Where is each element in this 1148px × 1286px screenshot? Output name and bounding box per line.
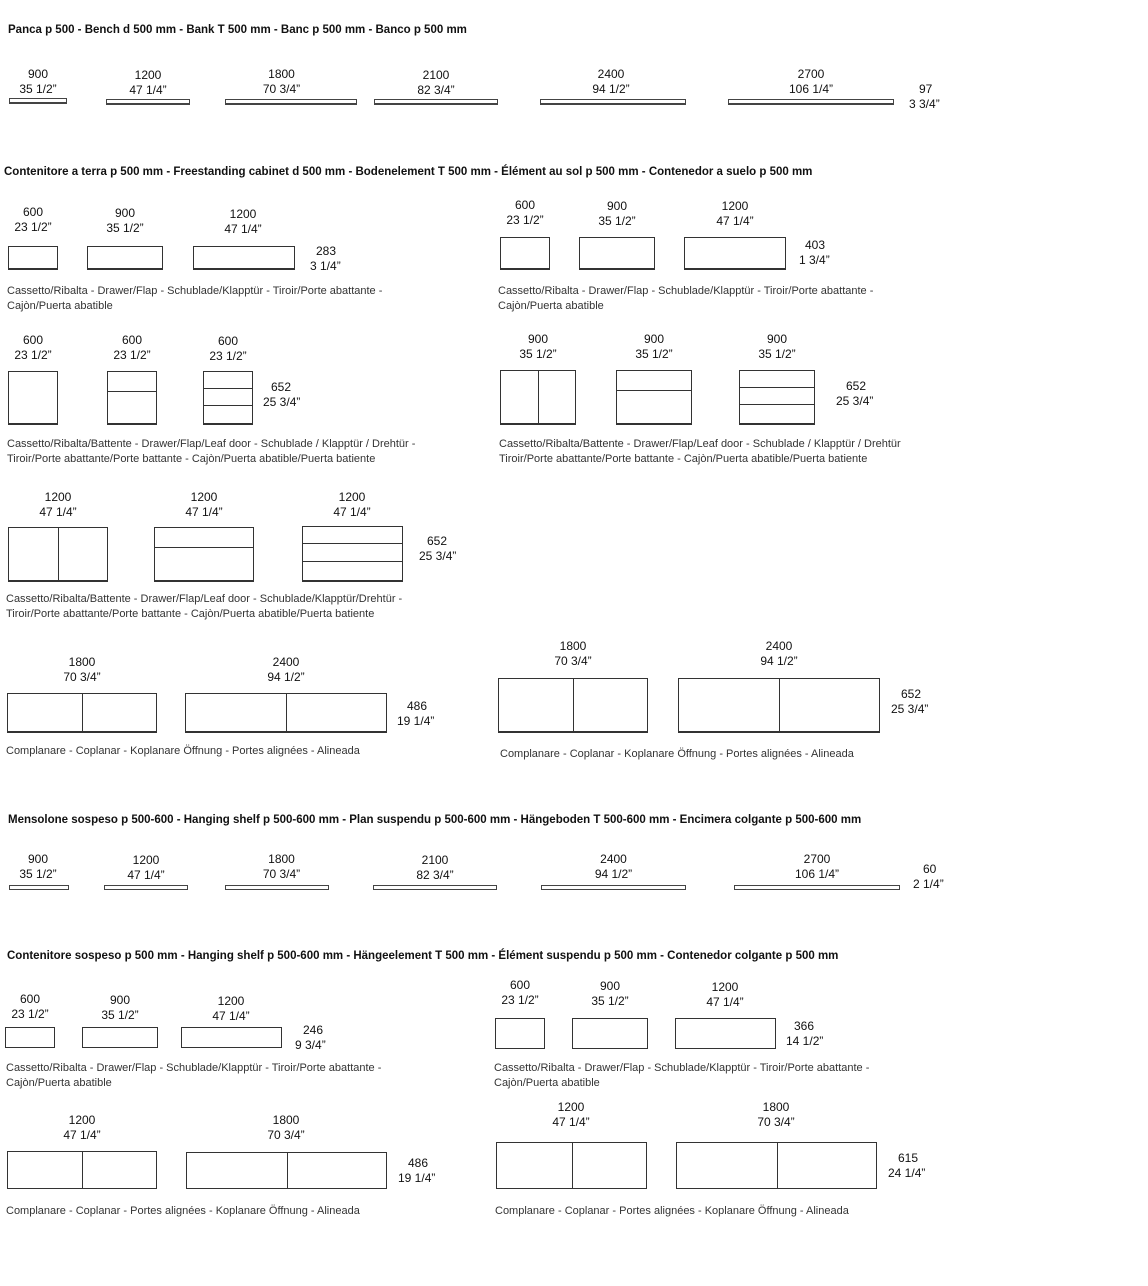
hanging-cabinet-section-title: Contenitore sospeso p 500 mm - Hanging shelf p 500-600 mm - Hängeelement T 500 mm - Élément suspendu p 500 mm - Contenedor colgante p 500 mm (7, 950, 839, 962)
fs-r2l-caption: Cassetto/Ribalta/Battente - Drawer/Flap/Leaf door - Schublade / Klapptür / Drehtür - Tiroir/Porte abattante/Porte battante - Cajòn/Puerta abatible/Puerta batiente (7, 438, 416, 465)
bench-1200 (106, 99, 190, 105)
hanging-shelf-section-title: Mensolone sospeso p 500-600 - Hanging shelf p 500-600 mm - Plan suspendu p 500-600 mm - Hängeboden T 500-600 mm - Encimera colgante p 500-600 mm (8, 814, 862, 826)
bench-1200-dim: 1200 47 1/4” (129, 68, 167, 97)
fs-r4l-1800-unit (7, 693, 157, 733)
fs-r4r-caption: Complanare - Coplanar - Koplanare Öffnung - Portes alignées - Alineada (500, 748, 854, 760)
shelf-height-dim: 60 2 1/4” (913, 862, 944, 891)
hc-r2l-1200-unit (7, 1151, 157, 1189)
hc-r2l-1200-dim: 1200 47 1/4” (63, 1113, 101, 1142)
hc-r1l-900-unit (82, 1027, 158, 1048)
hc-r2l-1800-dim: 1800 70 3/4” (267, 1113, 305, 1142)
hc-r2l-1800-unit (186, 1152, 387, 1189)
shelf-1800-dim: 1800 70 3/4” (262, 852, 301, 881)
fs-r2l-3drawer-unit (203, 371, 253, 425)
fs-r3l-2door-unit (8, 527, 108, 582)
fs-r4r-height-dim: 652 25 3/4” (891, 687, 929, 716)
hc-r1r-600-unit (495, 1018, 545, 1049)
hc-r1l-900-dim: 900 35 1/2” (101, 993, 139, 1022)
hc-r2l-caption: Complanare - Coplanar - Portes alignées - Koplanare Öffnung - Alineada (6, 1205, 360, 1217)
fs-r1r-height-dim: 403 1 3/4” (799, 238, 830, 267)
hc-r1l-1200-unit (181, 1027, 282, 1048)
shelf-1200 (104, 885, 188, 890)
fs-r4r-2400-dim: 2400 94 1/2” (760, 639, 798, 668)
fs-r1r-caption: Cassetto/Ribalta - Drawer/Flap - Schublade/Klapptür - Tiroir/Porte abattante - Cajòn/Puerta abatible (498, 285, 874, 312)
hc-r1l-height-dim: 246 9 3/4” (295, 1023, 326, 1052)
fs-r2l-b-dim: 600 23 1/2” (113, 333, 151, 362)
fs-r1l-600-dim: 600 23 1/2” (14, 205, 52, 234)
freestanding-section-title: Contenitore a terra p 500 mm - Freestanding cabinet d 500 mm - Bodenelement T 500 mm - Élément au sol p 500 mm - Contenedor a suelo p 500 mm (4, 166, 813, 178)
fs-r1l-1200-dim: 1200 47 1/4” (224, 207, 262, 236)
fs-r1l-900-dim: 900 35 1/2” (106, 206, 144, 235)
fs-r4r-1800-unit (498, 678, 648, 733)
fs-r3l-b-dim: 1200 47 1/4” (185, 490, 223, 519)
fs-r1r-900-unit (579, 237, 655, 270)
fs-r1r-1200-unit (684, 237, 786, 270)
fs-r3l-height-dim: 652 25 3/4” (419, 534, 457, 563)
fs-r2l-height-dim: 652 25 3/4” (263, 380, 301, 409)
fs-r4l-caption: Complanare - Coplanar - Koplanare Öffnung - Portes alignées - Alineada (6, 745, 360, 757)
fs-r3l-c-dim: 1200 47 1/4” (333, 490, 371, 519)
hc-r2r-height-dim: 615 24 1/4” (888, 1151, 926, 1180)
shelf-2700 (734, 885, 900, 890)
bench-2100-dim: 2100 82 3/4” (417, 68, 455, 97)
shelf-2700-dim: 2700 106 1/4” (794, 852, 840, 881)
hc-r1l-caption: Cassetto/Ribalta - Drawer/Flap - Schublade/Klapptür - Tiroir/Porte abattante - Cajòn/Puerta abatible (6, 1062, 382, 1089)
fs-r1r-600-unit (500, 237, 550, 270)
bench-900-dim: 900 35 1/2” (19, 67, 57, 96)
bench-height-dim: 97 3 3/4” (909, 82, 940, 111)
fs-r1l-900-unit (87, 246, 163, 270)
shelf-2400 (541, 885, 686, 890)
shelf-1800 (225, 885, 329, 890)
bench-2700-dim: 2700 106 1/4” (788, 67, 834, 96)
bench-2400 (540, 99, 686, 105)
fs-r3l-caption: Cassetto/Ribalta/Battente - Drawer/Flap/Leaf door - Schublade/Klapptür/Drehtür - Tiroir/Porte abattante/Porte battante - Cajòn/Puerta abatible/Puerta batiente (6, 593, 403, 620)
fs-r1l-1200-unit (193, 246, 295, 270)
fs-r1r-600-dim: 600 23 1/2” (506, 198, 544, 227)
fs-r2r-height-dim: 652 25 3/4” (836, 379, 874, 408)
hc-r1r-900-unit (572, 1018, 648, 1049)
hc-r2r-1800-dim: 1800 70 3/4” (757, 1100, 795, 1129)
shelf-2100 (373, 885, 497, 890)
shelf-900-dim: 900 35 1/2” (19, 852, 57, 881)
fs-r2l-c-dim: 600 23 1/2” (209, 334, 247, 363)
hc-r1r-900-dim: 900 35 1/2” (591, 979, 629, 1008)
shelf-2100-dim: 2100 82 3/4” (416, 853, 454, 882)
fs-r1l-height-dim: 283 3 1/4” (310, 244, 341, 273)
fs-r1l-caption: Cassetto/Ribalta - Drawer/Flap - Schublade/Klapptür - Tiroir/Porte abattante - Cajòn/Puerta abatible (7, 285, 383, 312)
fs-r4r-1800-dim: 1800 70 3/4” (554, 639, 592, 668)
hc-r1r-caption: Cassetto/Ribalta - Drawer/Flap - Schublade/Klapptür - Tiroir/Porte abattante - Cajòn/Puerta abatible (494, 1062, 870, 1089)
bench-900 (9, 98, 67, 104)
fs-r2r-a-dim: 900 35 1/2” (519, 332, 557, 361)
fs-r2r-2drawer-unit (616, 370, 692, 425)
hc-r1r-height-dim: 366 14 1/2” (786, 1019, 824, 1048)
shelf-1200-dim: 1200 47 1/4” (127, 853, 165, 882)
bench-section-title: Panca p 500 - Bench d 500 mm - Bank T 500 mm - Banc p 500 mm - Banco p 500 mm (8, 24, 467, 36)
fs-r2l-2drawer-unit (107, 371, 157, 425)
fs-r2l-a-dim: 600 23 1/2” (14, 333, 52, 362)
bench-2100 (374, 99, 498, 105)
bench-2700 (728, 99, 894, 105)
fs-r2r-c-dim: 900 35 1/2” (758, 332, 796, 361)
hc-r1r-1200-unit (675, 1018, 776, 1049)
fs-r4l-2400-unit (185, 693, 387, 733)
fs-r4l-height-dim: 486 19 1/4” (397, 699, 435, 728)
fs-r2r-2door-unit (500, 370, 576, 425)
fs-r3l-2drawer-unit (154, 527, 254, 582)
hc-r1l-600-dim: 600 23 1/2” (11, 992, 49, 1021)
hc-r2r-caption: Complanare - Coplanar - Portes alignées - Koplanare Öffnung - Alineada (495, 1205, 849, 1217)
fs-r3l-3drawer-unit (302, 526, 403, 582)
hc-r2r-1200-dim: 1200 47 1/4” (552, 1100, 590, 1129)
fs-r1r-1200-dim: 1200 47 1/4” (716, 199, 754, 228)
fs-r4l-2400-dim: 2400 94 1/2” (267, 655, 305, 684)
bench-2400-dim: 2400 94 1/2” (592, 67, 630, 96)
fs-r1r-900-dim: 900 35 1/2” (598, 199, 636, 228)
bench-1800 (225, 99, 357, 105)
bench-1800-dim: 1800 70 3/4” (262, 67, 301, 96)
hc-r1l-600-unit (5, 1027, 55, 1048)
fs-r2r-b-dim: 900 35 1/2” (635, 332, 673, 361)
fs-r4l-1800-dim: 1800 70 3/4” (63, 655, 101, 684)
hc-r1r-1200-dim: 1200 47 1/4” (706, 980, 744, 1009)
hc-r1l-1200-dim: 1200 47 1/4” (212, 994, 250, 1023)
fs-r2r-caption: Cassetto/Ribalta/Battente - Drawer/Flap/Leaf door - Schublade / Klapptür / Drehtür Tiroir/Porte abattante/Porte battante - Cajòn/Puerta abatible/Puerta batiente (499, 438, 901, 465)
hc-r2l-height-dim: 486 19 1/4” (398, 1156, 436, 1185)
shelf-900 (9, 885, 69, 890)
fs-r1l-600-unit (8, 246, 58, 270)
fs-r2r-3drawer-unit (739, 370, 815, 425)
fs-r3l-a-dim: 1200 47 1/4” (39, 490, 77, 519)
hc-r2r-1800-unit (676, 1142, 877, 1189)
fs-r4r-2400-unit (678, 678, 880, 733)
hc-r1r-600-dim: 600 23 1/2” (501, 978, 539, 1007)
fs-r2l-door-unit (8, 371, 58, 425)
hc-r2r-1200-unit (496, 1142, 647, 1189)
shelf-2400-dim: 2400 94 1/2” (594, 852, 633, 881)
